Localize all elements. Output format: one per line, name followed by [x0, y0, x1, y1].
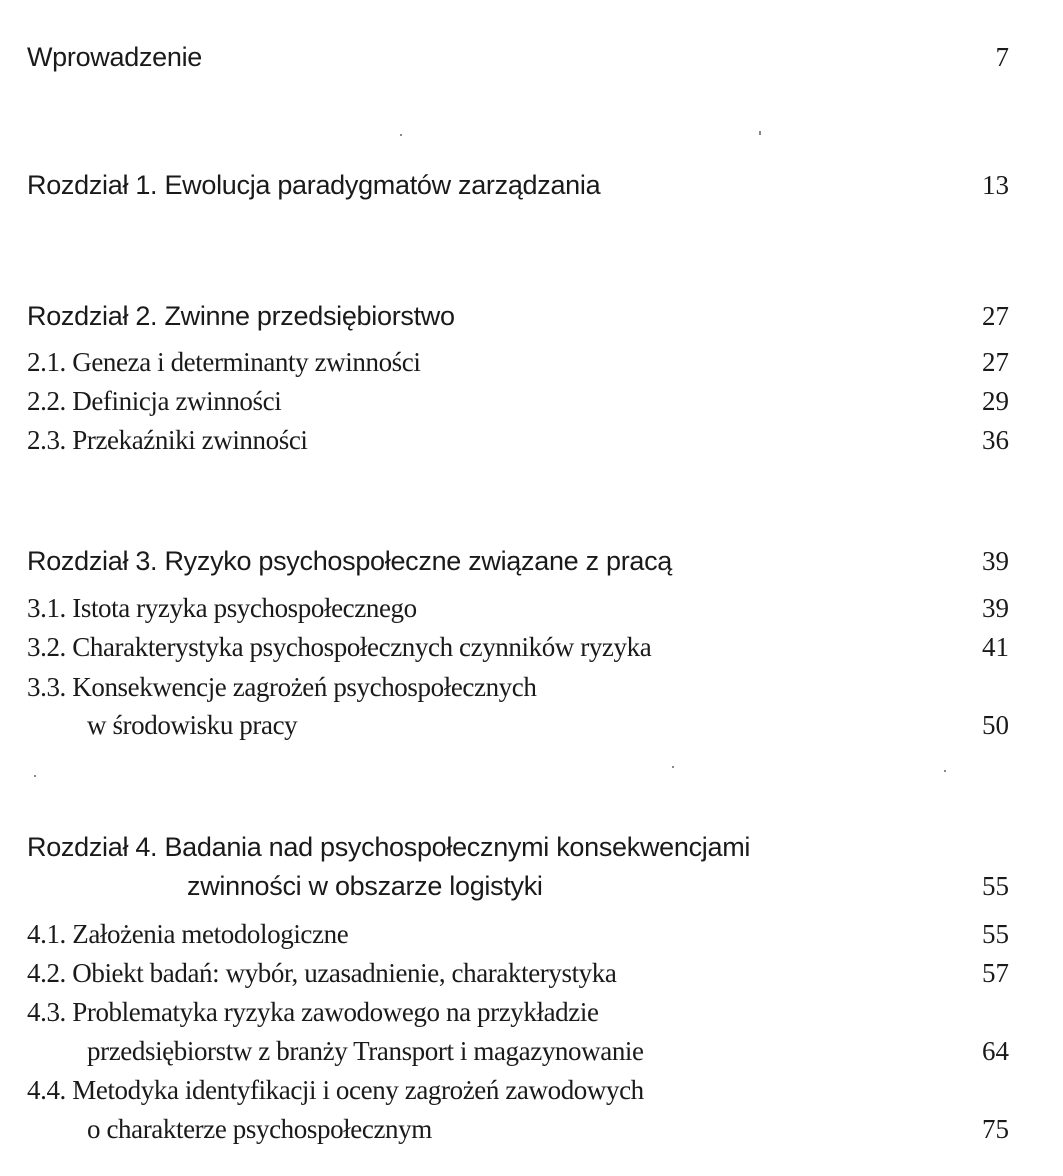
toc-section-title: 4.1. Założenia metodologiczne: [27, 919, 349, 949]
toc-section-title: 2.3. Przekaźniki zwinności: [27, 425, 308, 455]
toc-section-title: 3.2. Charakterystyka psychospołecznych czynników ryzyka: [27, 632, 652, 662]
toc-section-page: 36: [982, 425, 1009, 455]
toc-section-title: 2.1. Geneza i determinanty zwinności: [27, 347, 421, 377]
toc-chapter-title: Rozdział 4. Badania nad psychospołecznymi konsekwencjami: [27, 832, 751, 862]
scan-speck: [944, 770, 946, 772]
toc-section-title-continuation: w środowisku pracy: [87, 710, 298, 740]
toc-section-page: 55: [982, 919, 1009, 949]
toc-chapter-page: 13: [982, 170, 1009, 200]
toc-chapter-page: 39: [982, 546, 1009, 576]
toc-section-page: 75: [982, 1114, 1009, 1144]
toc-section-page: 57: [982, 958, 1009, 988]
toc-section-title-continuation: przedsiębiorstw z branży Transport i magazynowanie: [87, 1036, 644, 1066]
scan-speck: [34, 775, 36, 777]
toc-chapter-page: 27: [982, 301, 1009, 331]
toc-section-title: 3.3. Konsekwencje zagrożeń psychospołecznych: [27, 672, 537, 702]
toc-section-page: 41: [982, 632, 1009, 662]
toc-section-page: 50: [982, 710, 1009, 740]
toc-chapter-title-continuation: zwinności w obszarze logistyki: [187, 871, 543, 901]
toc-section-page: 39: [982, 593, 1009, 623]
toc-section-title: 4.2. Obiekt badań: wybór, uzasadnienie, charakterystyka: [27, 958, 617, 988]
toc-chapter-page: 55: [982, 871, 1009, 901]
toc-section-page: 64: [982, 1036, 1009, 1066]
toc-chapter-title: Rozdział 2. Zwinne przedsiębiorstwo: [27, 301, 455, 331]
toc-section-title-continuation: o charakterze psychospołecznym: [87, 1114, 432, 1144]
toc-chapter-title: Rozdział 1. Ewolucja paradygmatów zarządzania: [27, 170, 601, 200]
toc-entry-page: 7: [995, 42, 1009, 72]
toc-chapter-title: Rozdział 3. Ryzyko psychospołeczne związane z pracą: [27, 546, 673, 576]
toc-section-page: 29: [982, 386, 1009, 416]
toc-section-title: 2.2. Definicja zwinności: [27, 386, 282, 416]
toc-section-title: 3.1. Istota ryzyka psychospołecznego: [27, 593, 417, 623]
toc-section-title: 4.4. Metodyka identyfikacji i oceny zagrożeń zawodowych: [27, 1075, 644, 1105]
toc-section-title: 4.3. Problematyka ryzyka zawodowego na przykładzie: [27, 997, 599, 1027]
toc-entry-title: Wprowadzenie: [27, 42, 202, 72]
toc-section-page: 27: [982, 347, 1009, 377]
scan-speck: [759, 131, 761, 135]
scan-speck: [400, 134, 402, 136]
scan-speck: [672, 766, 674, 768]
